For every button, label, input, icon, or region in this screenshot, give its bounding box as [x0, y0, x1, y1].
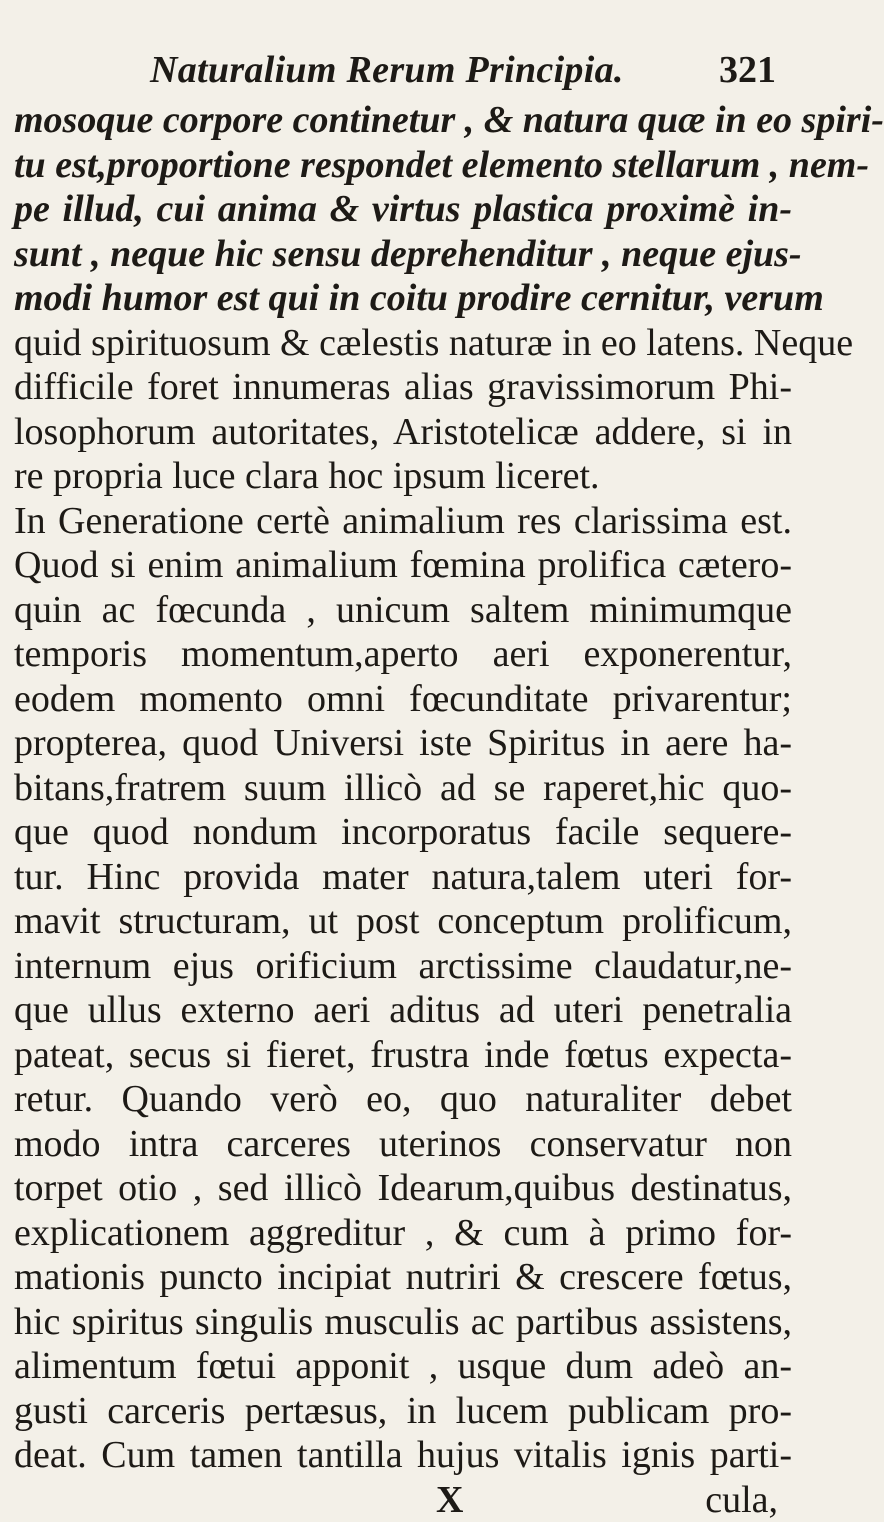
text-line: que ullus externo aeri aditus ad uteri penetralia — [14, 988, 792, 1033]
text-line: hic spiritus singulis musculis ac partibus assistens, — [14, 1300, 792, 1345]
text-line: pe illud, cui anima & virtus plastica proximè in- — [14, 187, 792, 232]
page-footer — [14, 1478, 792, 1522]
text-line: difficile foret innumeras alias gravissimorum Phi- — [14, 365, 792, 410]
text-line: In Generatione certè animalium res clarissima est. — [14, 499, 792, 544]
text-line: modi humor est qui in coitu prodire cernitur, verum — [14, 276, 792, 321]
running-title: Naturalium Rerum Principia. — [150, 48, 624, 92]
text-line: torpet otio , sed illicò Idearum,quibus destinatus, — [14, 1166, 792, 1211]
text-line: propterea, quod Universi iste Spiritus in aere ha- — [14, 721, 792, 766]
text-line: internum ejus orificium arctissime claudatur,ne- — [14, 944, 792, 989]
text-line: quin ac fœcunda , unicum saltem minimumque — [14, 588, 792, 633]
text-line: tur. Hinc provida mater natura,talem uteri for- — [14, 855, 792, 900]
text-line: quid spirituosum & cælestis naturæ in eo latens. Neque — [14, 321, 792, 366]
body-text — [14, 98, 792, 1522]
text-line: modo intra carceres uterinos conservatur non — [14, 1122, 792, 1167]
text-line: sunt , neque hic sensu deprehenditur , neque ejus- — [14, 232, 792, 277]
text-line: tu est,proportione respondet elemento stellarum , nem- — [14, 143, 792, 188]
page-number: 321 — [719, 48, 776, 92]
text-line: pateat, secus si fieret, frustra inde fœtus expecta- — [14, 1033, 792, 1078]
text-line: gusti carceris pertæsus, in lucem publicam pro- — [14, 1389, 792, 1434]
text-line: re propria luce clara hoc ipsum liceret. — [14, 454, 792, 499]
text-line: mosoque corpore continetur , & natura quæ in eo spiri- — [14, 98, 792, 143]
text-line: bitans,fratrem suum illicò ad se raperet,hic quo- — [14, 766, 792, 811]
text-line: eodem momento omni fœcunditate privarentur; — [14, 677, 792, 722]
text-line: mationis puncto incipiat nutriri & crescere fœtus, — [14, 1255, 792, 1300]
signature-mark: X — [436, 1478, 463, 1522]
page-header — [0, 48, 800, 98]
text-line: alimentum fœtui apponit , usque dum adeò an- — [14, 1344, 792, 1389]
text-line: retur. Quando verò eo, quo naturaliter debet — [14, 1077, 792, 1122]
text-line: que quod nondum incorporatus facile sequere- — [14, 810, 792, 855]
text-line: explicationem aggreditur , & cum à primo for- — [14, 1211, 792, 1256]
text-line: mavit structuram, ut post conceptum prolificum, — [14, 899, 792, 944]
text-line: temporis momentum,aperto aeri exponerentur, — [14, 632, 792, 677]
text-line: losophorum autoritates, Aristotelicæ addere, si in — [14, 410, 792, 455]
catchword: cula, — [705, 1478, 778, 1522]
text-line: deat. Cum tamen tantilla hujus vitalis ignis parti- — [14, 1433, 792, 1478]
text-line: Quod si enim animalium fœmina prolifica cætero- — [14, 543, 792, 588]
